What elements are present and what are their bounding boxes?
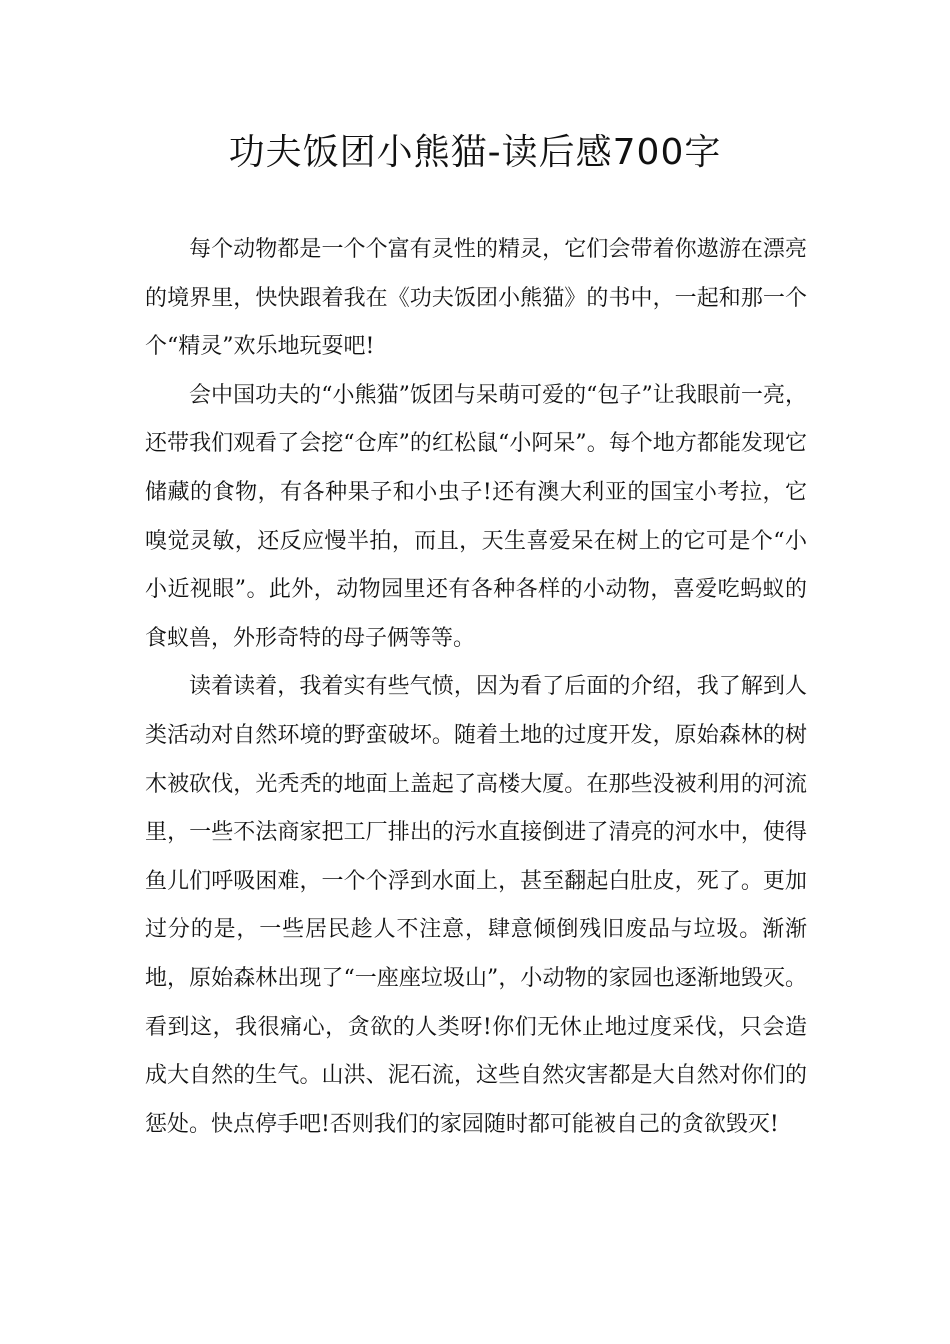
document-body (145, 226, 807, 1149)
document-title: 功夫饭团小熊猫-读后感700字 (228, 132, 722, 173)
paragraph-1: 每个动物都是一个个富有灵性的精灵，它们会带着你遨游在漂亮的境界里，快快跟着我在《功夫饭团小熊猫》的书中，一起和那一个个“精灵”欢乐地玩耍吧! (145, 237, 807, 360)
paragraph-2: 会中国功夫的“小熊猫”饭团与呆萌可爱的“包子”让我眼前一亮，还带我们观看了会挖“仓库”的红松鼠“小阿呆”。每个地方都能发现它储藏的食物，有各种果子和小虫子!还有澳大利亚的国宝小考拉，它嗅觉灵敏，还反应慢半拍，而且，天生喜爱呆在树上的它可是个“小小近视眼”。此外，动物园里还有各种各样的小动物，喜爱吃蚂蚁的食蚁兽，外形奇特的母子俩等等。 (145, 382, 807, 651)
paragraph-3: 读着读着，我着实有些气愤，因为看了后面的介绍，我了解到人类活动对自然环境的野蛮破坏。随着土地的过度开发，原始森林的树木被砍伐，光秃秃的地面上盖起了高楼大厦。在那些没被利用的河流里，一些不法商家把工厂排出的污水直接倒进了清亮的河水中，使得鱼儿们呼吸困难，一个个浮到水面上，甚至翻起白肚皮，死了。更加过分的是，一些居民趁人不注意，肆意倾倒残旧废品与垃圾。渐渐地，原始森林出现了“一座座垃圾山”，小动物的家园也逐渐地毁灭。看到这，我很痛心，贪欲的人类呀!你们无休止地过度采伐，只会造成大自然的生气。山洪、泥石流，这些自然灾害都是大自然对你们的惩处。快点停手吧!否则我们的家园随时都可能被自己的贪欲毁灭! (145, 674, 807, 1137)
